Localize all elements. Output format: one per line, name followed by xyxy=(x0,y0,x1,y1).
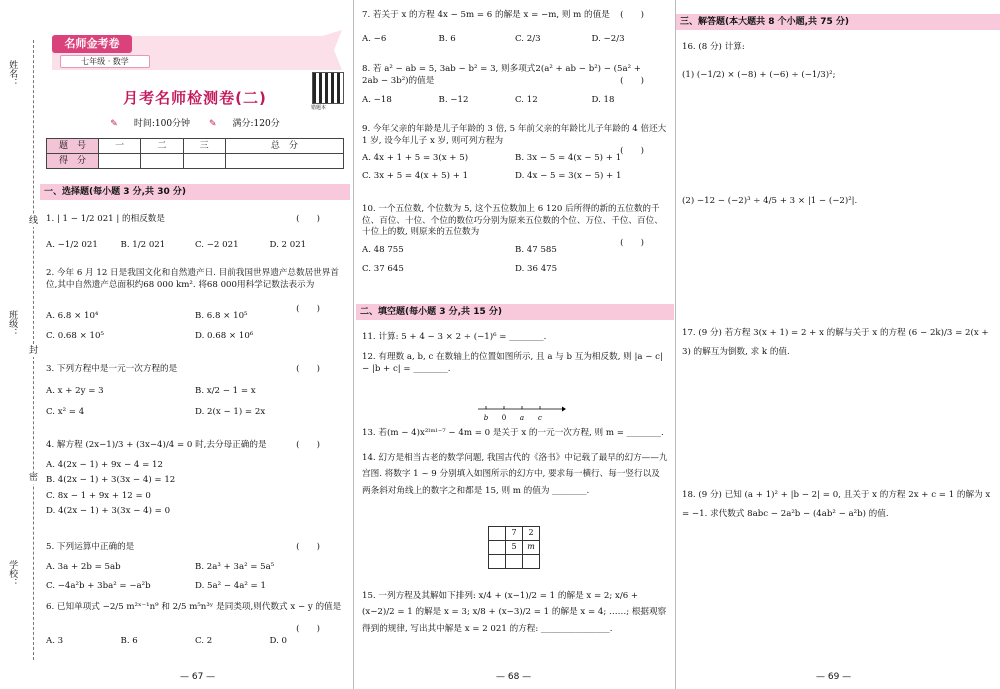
clock-icon: ✎ xyxy=(110,119,118,129)
option: A. 6.8 × 10⁴ xyxy=(46,311,99,322)
question-1 xyxy=(46,214,344,251)
page-69 xyxy=(676,0,1000,689)
answer-paren: ( ) xyxy=(296,364,320,374)
option: A. 4x + 1 + 5 = 3(x + 5) xyxy=(362,153,469,164)
exam-meta xyxy=(40,118,350,130)
question-6 xyxy=(46,602,344,647)
option: A. −1/2 021 xyxy=(46,239,98,250)
exam-score: 满分:120分 xyxy=(232,119,280,129)
option: D. 0.68 × 10⁶ xyxy=(195,330,254,341)
question-stem: 9. 今年父亲的年龄是儿子年龄的 3 倍, 5 年前父亲的年龄比儿子年龄的 4 倍还大 1 岁, 设今年儿子 x 岁, 则可列方程为 xyxy=(362,124,667,146)
section-3-title: 三、解答题(本大题共 8 个小题,共 75 分) xyxy=(676,14,1000,30)
numline-label: b xyxy=(483,414,489,422)
option: A. 4(2x − 1) + 9x − 4 = 12 xyxy=(46,459,163,470)
question-14: 14. 幻方是相当古老的数学问题, 我国古代的《洛书》中记载了最早的幻方——九宫图. 将数字 1 ~ 9 分别填入如图所示的幻方中, 要求每一横行、每一竖行以及两条斜对角线上的数字之和都是 15, 则 m 的值为 ________. xyxy=(362,453,668,496)
qr-caption: 错题本 xyxy=(311,105,327,111)
score-cell: 二 xyxy=(141,139,183,154)
score-cell: 总 分 xyxy=(225,139,343,154)
option: C. 2 xyxy=(195,635,213,646)
answer-paren: ( ) xyxy=(620,238,644,248)
score-cell: 三 xyxy=(183,139,225,154)
option: B. 6 xyxy=(120,635,138,646)
question-7 xyxy=(362,10,668,45)
option: B. x/2 − 1 = x xyxy=(195,385,256,396)
answer-paren: ( ) xyxy=(620,10,644,20)
score-input-cell[interactable] xyxy=(183,154,225,169)
option: B. 3x − 5 = 4(x − 5) + 1 xyxy=(515,153,622,164)
numline-label: 0 xyxy=(501,414,507,422)
numline-label: a xyxy=(519,414,525,422)
question-17: 17. (9 分) 若方程 3(x + 1) = 2 + x 的解与关于 x 的方程 (6 − 2k)/3 = 2(x + 3) 的解互为倒数, 求 k 的值. xyxy=(682,328,989,357)
name-label: 姓名： xyxy=(7,60,18,87)
score-input-cell[interactable] xyxy=(225,154,343,169)
question-stem: 1. | 1 − 1/2 021 | 的相反数是 xyxy=(46,214,165,224)
option: B. 1/2 021 xyxy=(120,239,166,250)
magic-cell: m xyxy=(523,541,540,555)
option: D. 4x − 5 = 3(x − 5) + 1 xyxy=(515,170,622,181)
option: A. −6 xyxy=(362,33,387,44)
option: D. 18 xyxy=(591,95,615,106)
question-16-part-2: (2) −12 − (−2)³ ÷ 4/5 + 3 × |1 − (−2)²|. xyxy=(682,196,858,206)
question-10 xyxy=(362,204,668,276)
answer-paren: ( ) xyxy=(296,304,320,314)
options xyxy=(46,240,344,252)
magic-cell: 2 xyxy=(523,527,540,541)
option: B. 47 585 xyxy=(515,244,557,255)
score-cell: 一 xyxy=(99,139,141,154)
school-label: 学校： xyxy=(7,560,18,587)
magic-cell xyxy=(489,527,506,541)
options xyxy=(46,562,344,593)
grade-subject: 七年级 · 数学 xyxy=(60,55,150,68)
question-4 xyxy=(46,440,344,518)
answer-paren: ( ) xyxy=(620,146,644,156)
option: B. 6.8 × 10⁵ xyxy=(195,311,248,322)
question-16-part-1: (1) (−1/2) × (−8) + (−6) ÷ (−1/3)²; xyxy=(682,70,836,80)
question-3 xyxy=(46,364,344,419)
magic-cell xyxy=(506,555,523,569)
answer-paren: ( ) xyxy=(296,214,320,224)
magic-cell xyxy=(489,541,506,555)
magic-cell: 7 xyxy=(506,527,523,541)
option: D. 5a² − 4a² = 1 xyxy=(195,581,266,592)
option: B. 2a³ + 3a² = 5a⁵ xyxy=(195,561,275,572)
options xyxy=(46,460,344,518)
option: A. 3 xyxy=(46,635,64,646)
question-stem: 2. 今年 6 月 12 日是我国文化和自然遗产日. 目前我国世界遗产总数居世界首位,其中自然遗产总面积约68 000 km². 将68 000用科学记数法表示为 xyxy=(46,268,339,290)
option: B. 6 xyxy=(438,33,456,44)
option: D. −2/3 xyxy=(591,33,625,44)
options xyxy=(46,636,344,648)
option: C. 12 xyxy=(515,95,538,106)
options xyxy=(46,311,344,342)
option: C. −2 021 xyxy=(195,239,239,250)
option: B. −12 xyxy=(438,95,469,106)
seal-mark-secret: 密 xyxy=(29,473,39,483)
question-stem: 10. 一个五位数, 个位数为 5, 这个五位数加上 6 120 后所得的新的五位数的千位、百位、十位、个位的数位巧分别为原来五位数的个位、万位、千位、百位、十位上的数, 则原来的五位数为 xyxy=(362,204,663,238)
option: D. 2 021 xyxy=(269,239,307,250)
page-number: — 68 — xyxy=(496,671,532,682)
class-label: 班级： xyxy=(7,310,18,337)
score-table xyxy=(46,138,344,169)
section-1-title: 一、选择题(每小题 3 分,共 30 分) xyxy=(40,184,350,200)
page-number: — 67 — xyxy=(180,671,216,682)
score-cell: 题 号 xyxy=(47,139,99,154)
option: A. 3a + 2b = 5ab xyxy=(46,561,121,572)
question-stem: 4. 解方程 (2x−1)/3 + (3x−4)/4 = 0 时,去分母正确的是 xyxy=(46,440,267,450)
option: D. 2(x − 1) = 2x xyxy=(195,407,266,418)
seal-mark-line: 线 xyxy=(29,216,39,226)
seal-mark-seal: 封 xyxy=(29,346,39,356)
answer-paren: ( ) xyxy=(296,624,320,634)
answer-paren: ( ) xyxy=(620,76,644,86)
magic-cell xyxy=(523,555,540,569)
option: C. 2/3 xyxy=(515,33,541,44)
option: D. 36 475 xyxy=(515,264,558,275)
score-input-cell[interactable] xyxy=(141,154,183,169)
option: D. 0 xyxy=(269,635,288,646)
brand-logo: 名师金考卷 xyxy=(52,35,132,53)
option: C. 0.68 × 10⁵ xyxy=(46,330,104,341)
magic-square xyxy=(488,526,540,569)
section-2-title: 二、填空题(每小题 3 分,共 15 分) xyxy=(356,304,674,320)
option: A. 48 755 xyxy=(362,244,404,255)
numline-label: c xyxy=(538,414,542,422)
option: D. 4(2x − 1) + 3(3x − 4) = 0 xyxy=(46,506,171,517)
magic-cell xyxy=(489,555,506,569)
option: A. x + 2y = 3 xyxy=(46,385,104,396)
question-18: 18. (9 分) 已知 (a + 1)² + |b − 2| = 0, 且关于 x 的方程 2x + c = 1 的解为 x = −1. 求代数式 8abc − 2a²b − (4ab² − a²b) 的值. xyxy=(682,490,991,519)
option: C. 3x + 5 = 4(x + 5) + 1 xyxy=(362,170,469,181)
answer-paren: ( ) xyxy=(296,542,320,552)
page-number: — 69 — xyxy=(816,671,852,682)
options xyxy=(46,386,344,419)
page-67 xyxy=(40,0,350,689)
question-stem: 5. 下列运算中正确的是 xyxy=(46,542,135,552)
column-divider xyxy=(353,0,354,689)
page-title: 月考名师检测卷(二) xyxy=(123,89,267,107)
option: A. −18 xyxy=(362,95,392,106)
binding-strip xyxy=(0,0,40,689)
question-15: 15. 一列方程及其解如下排列: x/4 + (x−1)/2 = 1 的解是 x = 2; x/6 + (x−2)/2 = 1 的解是 x = 3; x/8 + (x−3)/2 = 1 的解是 x = 4; ……; 根据观察得到的规律, 写出其中解是 x = 2 021 的方程: ________________. xyxy=(362,591,667,634)
option: C. 37 645 xyxy=(362,264,404,275)
score-cell: 得 分 xyxy=(47,154,99,169)
question-11: 11. 计算: 5 + 4 − 3 × 2 ÷ (−1)⁶ = ________. xyxy=(362,332,547,342)
option: C. −4a²b + 3ba² = −a²b xyxy=(46,581,151,592)
question-stem: 6. 已知单项式 −2/5 m²ˣ⁻¹n⁹ 和 2/5 m⁵n³ʸ 是同类项,则代数式 x − y 的值是 xyxy=(46,602,342,612)
exam-time: 时间:100分钟 xyxy=(133,119,191,129)
question-12: 12. 有理数 a, b, c 在数轴上的位置如图所示, 且 a 与 b 互为相反数, 则 |a − c| − |b + c| = ________. xyxy=(362,352,663,374)
option: B. 4(2x − 1) + 3(3x − 4) = 12 xyxy=(46,475,176,486)
question-8 xyxy=(362,64,668,107)
score-input-cell[interactable] xyxy=(99,154,141,169)
question-2 xyxy=(46,268,344,342)
question-stem: 8. 若 a² − ab = 5, 3ab − b² = 3, 则多项式2(a² + ab − b²) − (5a² + 2ab − 3b²)的值是 xyxy=(362,64,642,86)
pen-icon: ✎ xyxy=(208,119,217,129)
page-68 xyxy=(356,0,674,689)
question-9 xyxy=(362,124,668,182)
options xyxy=(362,95,668,107)
magic-cell: 5 xyxy=(506,541,523,555)
options xyxy=(362,34,668,46)
question-16: 16. (8 分) 计算: xyxy=(682,42,745,52)
question-5 xyxy=(46,542,344,593)
answer-paren: ( ) xyxy=(296,440,320,450)
number-line xyxy=(476,403,566,423)
question-stem: 7. 若关于 x 的方程 4x − 5m = 6 的解是 x = −m, 则 m 的值是 xyxy=(362,10,610,20)
option: C. 8x − 1 + 9x + 12 = 0 xyxy=(46,490,151,501)
question-13: 13. 若(m − 4)x²ˡᵐˡ⁻⁷ − 4m = 0 是关于 x 的一元一次方程, 则 m = ________. xyxy=(362,428,664,438)
option: C. x² = 4 xyxy=(46,407,85,418)
question-stem: 3. 下列方程中是一元一次方程的是 xyxy=(46,364,178,374)
